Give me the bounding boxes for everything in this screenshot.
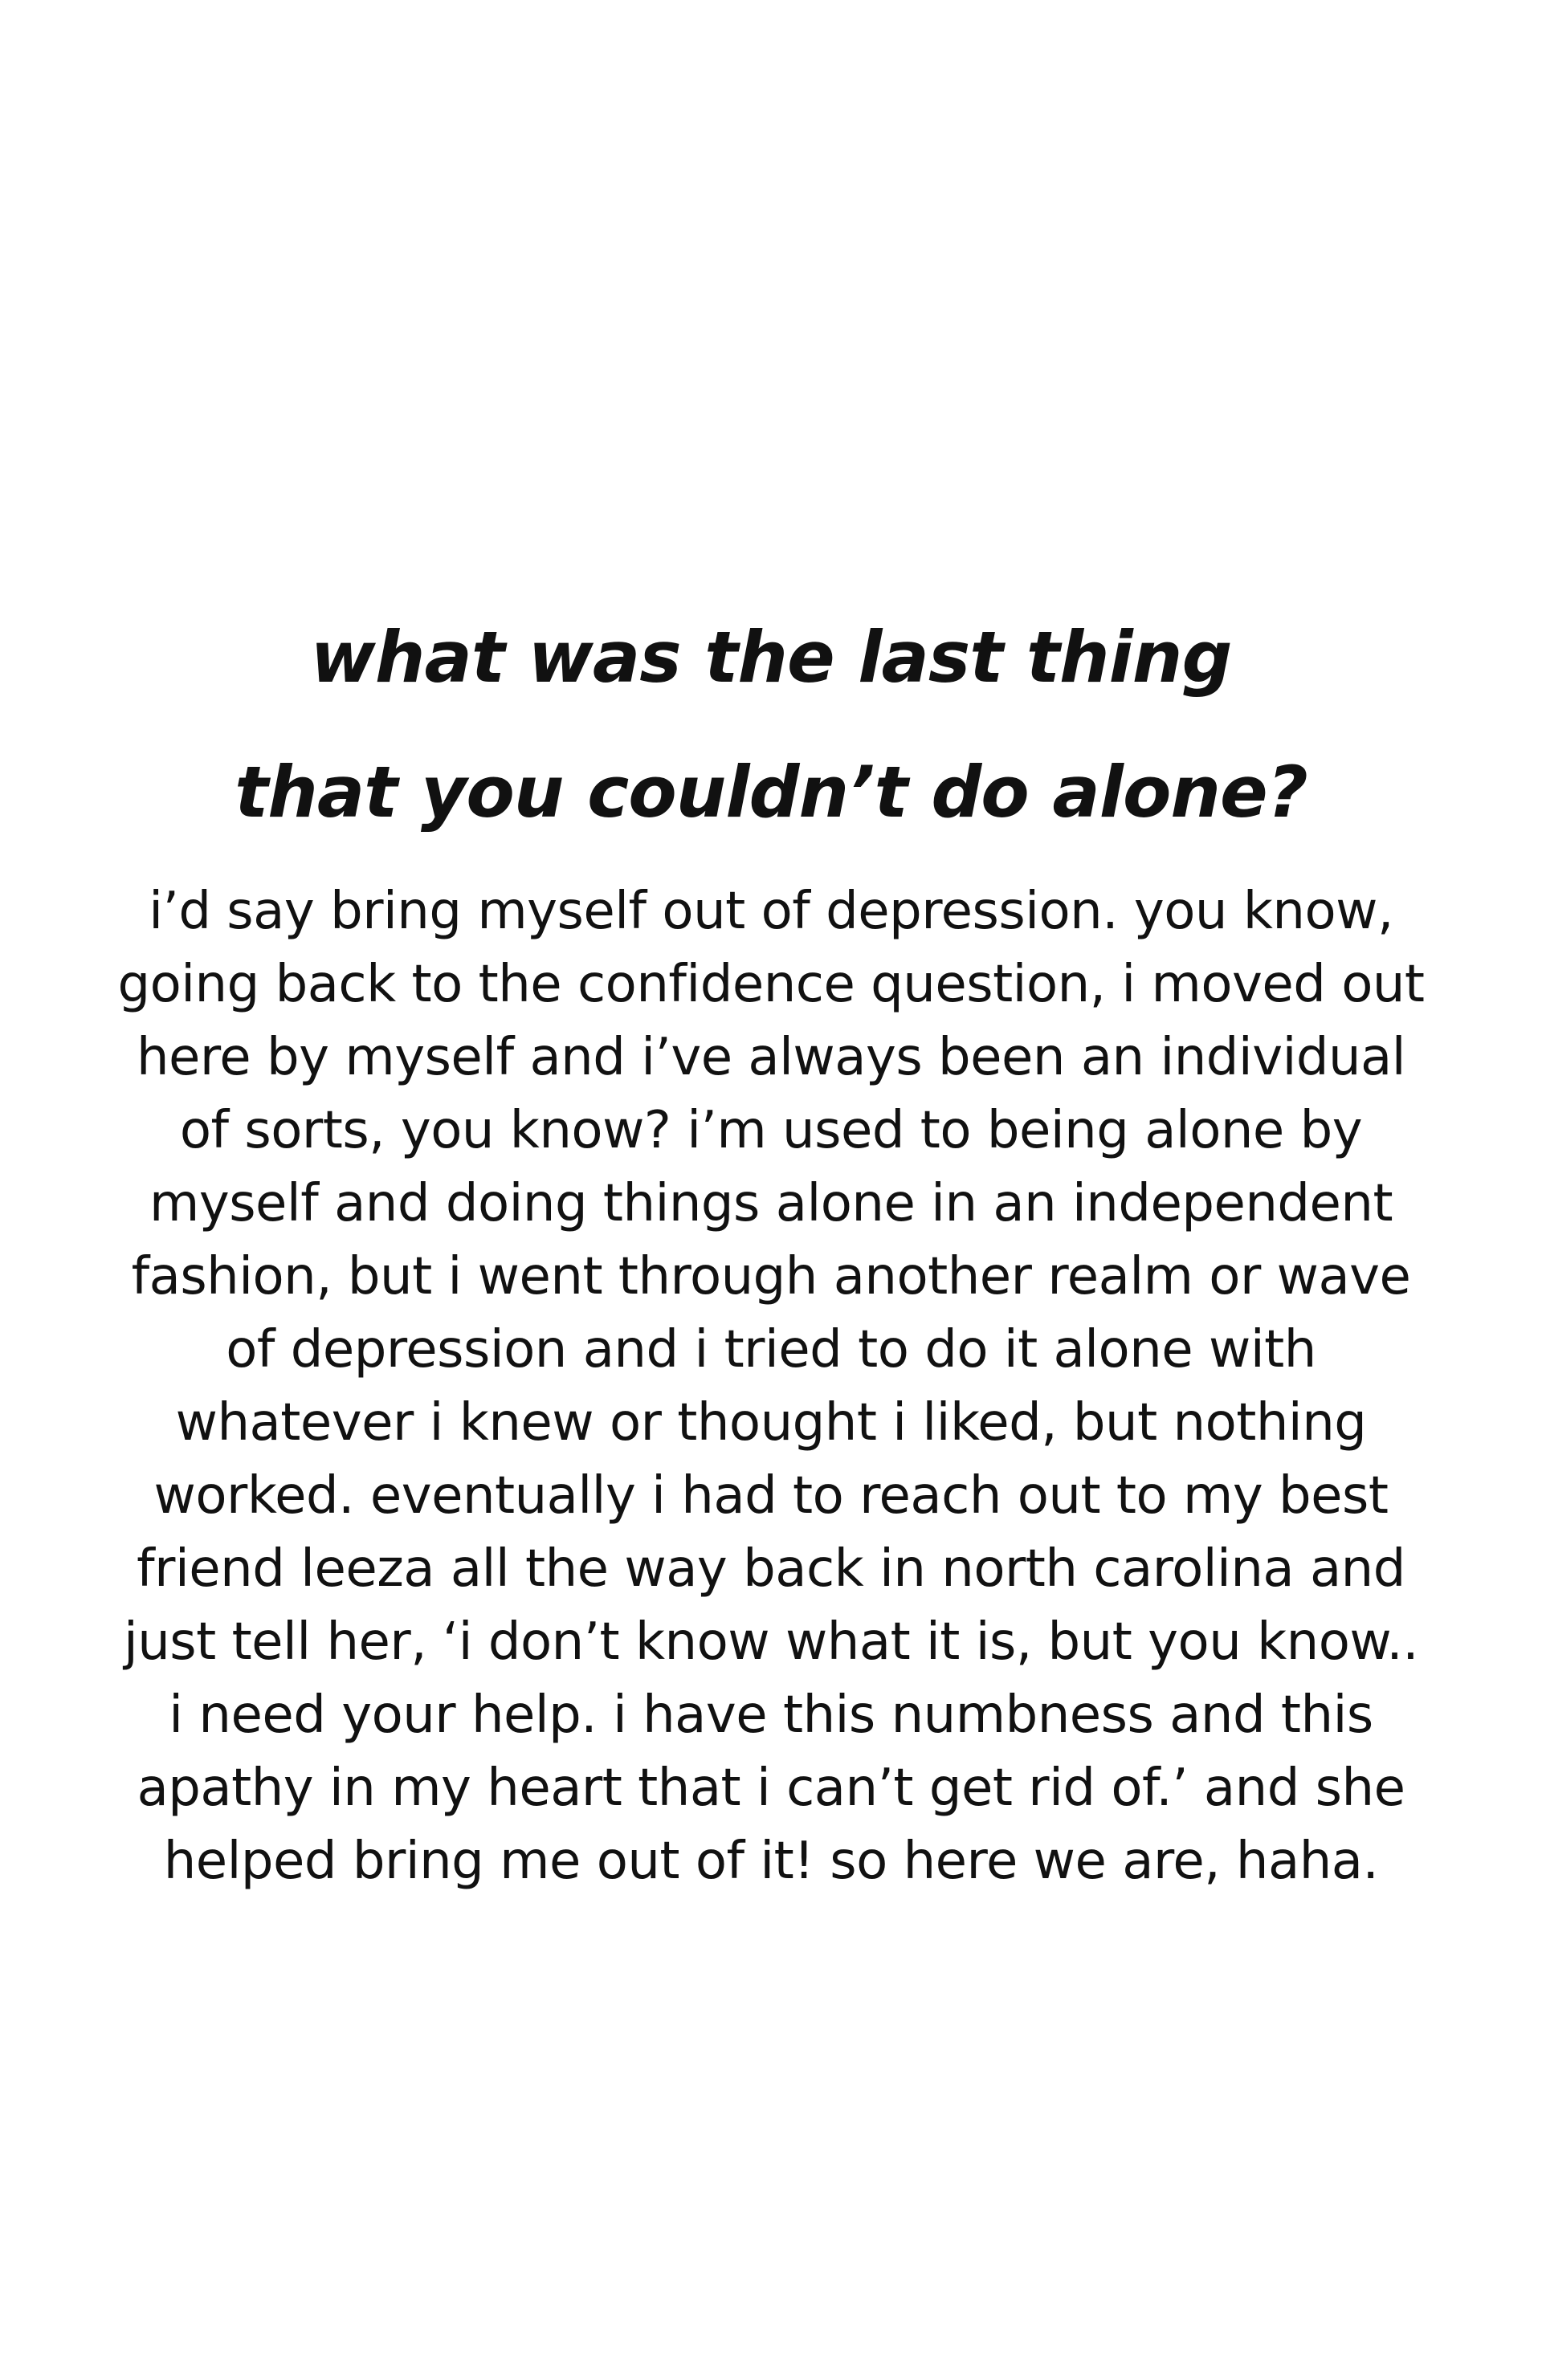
answer-line: helped bring me out of it! so here we are, haha.	[163, 1832, 1379, 1891]
question-line: what was the last thing	[310, 616, 1232, 699]
answer-line: fashion, but i went through another realm or wave	[131, 1247, 1411, 1306]
question-line: that you couldn’t do alone?	[235, 751, 1307, 833]
answer-line: myself and doing things alone in an independent	[149, 1174, 1393, 1233]
answer-line: friend leeza all the way back in north carolina and	[137, 1539, 1405, 1599]
answer-line: whatever i knew or thought i liked, but nothing	[175, 1393, 1367, 1453]
answer-line: i need your help. i have this numbness and this	[169, 1685, 1373, 1745]
answer-line: i’d say bring myself out of depression. you know,	[149, 882, 1393, 941]
question-heading	[0, 590, 1542, 860]
answer-text	[0, 875, 1542, 1898]
answer-line: of sorts, you know? i’m used to being alone by	[179, 1101, 1363, 1160]
answer-line: just tell her, ‘i don’t know what it is, but you know..	[123, 1612, 1419, 1672]
answer-line: worked. eventually i had to reach out to my best	[153, 1466, 1389, 1526]
answer-line: apathy in my heart that i can’t get rid of.’ and she	[137, 1759, 1405, 1818]
answer-line: going back to the confidence question, i moved out	[117, 955, 1425, 1014]
answer-line: here by myself and i’ve always been an individual	[136, 1028, 1406, 1087]
answer-line: of depression and i tried to do it alone with	[226, 1320, 1316, 1380]
